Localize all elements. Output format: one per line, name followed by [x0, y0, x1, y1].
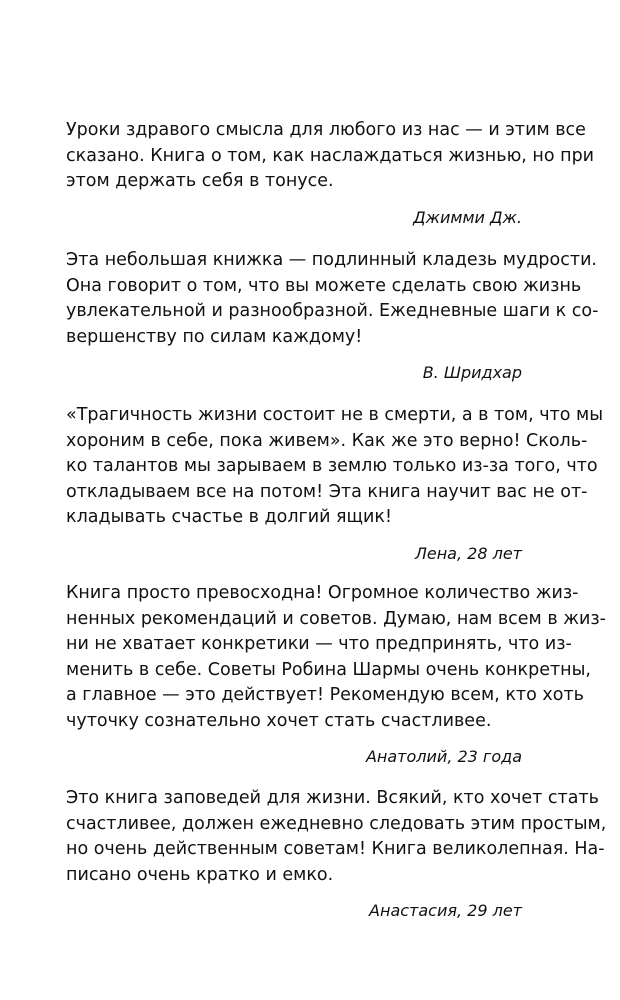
- review-line: ко талантов мы зарываем в землю только из-за того, что: [66, 456, 598, 476]
- review-line: Это книга заповедей для жизни. Всякий, кто хочет стать: [66, 788, 599, 808]
- review-text: [66, 118, 595, 195]
- review-1: [66, 118, 595, 229]
- review-line: а главное — это действует! Рекомендую всем, кто хоть: [66, 685, 584, 705]
- review-text: [66, 403, 604, 531]
- review-line: увлекательной и разнообразной. Ежедневные шаги к со-: [66, 301, 599, 321]
- review-author: Лена, 28 лет: [414, 543, 522, 563]
- review-line: ни не хватает конкретики — что предпринять, что из-: [66, 634, 572, 654]
- review-2: [66, 248, 599, 384]
- review-line: вершенству по силам каждому!: [66, 326, 363, 347]
- review-line: сказано. Книга о том, как наслаждаться жизнью, но при: [66, 145, 595, 166]
- review-line: откладываем все на потом! Эта книга научит вас не от-: [66, 481, 588, 502]
- review-3: [66, 403, 604, 565]
- review-author: Анатолий, 23 года: [365, 747, 522, 766]
- review-line: чуточку сознательно хочет стать счастливее.: [66, 710, 492, 731]
- review-line: «Трагичность жизни состоит не в смерти, а в том, что мы: [66, 405, 604, 425]
- review-line: счастливее, должен ежедневно следовать этим простым,: [66, 813, 607, 834]
- review-text: [66, 248, 599, 350]
- review-4: [66, 581, 606, 768]
- review-text: [66, 581, 606, 734]
- review-author: В. Шридхар: [422, 363, 522, 382]
- review-line: этом держать себя в тонусе.: [66, 171, 334, 191]
- review-line: хороним в себе, пока живем». Как же это верно! Сколь-: [66, 430, 588, 451]
- review-line: Книга просто превосходна! Огромное количество жиз-: [66, 583, 579, 603]
- review-line: но очень действенным советам! Книга великолепная. На-: [66, 839, 605, 859]
- review-text: [66, 786, 607, 888]
- review-line: писано очень кратко и емко.: [66, 864, 334, 885]
- review-5: [66, 786, 607, 922]
- review-line: Она говорит о том, что вы можете сделать свою жизнь: [66, 275, 582, 296]
- review-line: кладывать счастье в долгий ящик!: [66, 507, 392, 527]
- review-line: менить в себе. Советы Робина Шармы очень конкретны,: [66, 659, 591, 680]
- review-line: ненных рекомендаций и советов. Думаю, нам всем в жиз-: [66, 608, 606, 629]
- review-author: Джимми Дж.: [413, 207, 522, 227]
- review-author: Анастасия, 29 лет: [369, 901, 522, 920]
- review-line: Уроки здравого смысла для любого из нас — и этим все: [66, 120, 586, 140]
- review-line: Эта небольшая книжка — подлинный кладезь мудрости.: [66, 250, 597, 270]
